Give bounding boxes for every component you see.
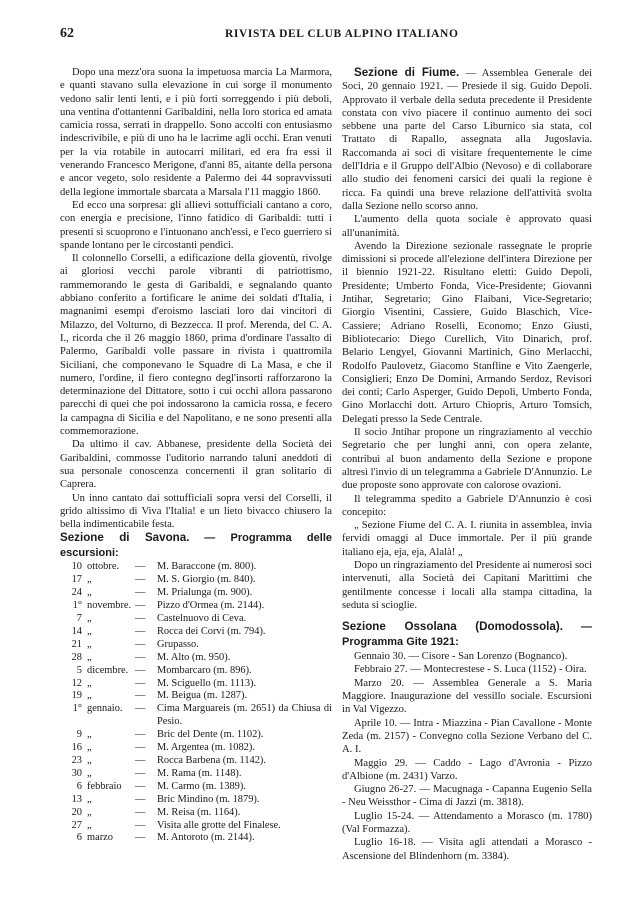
excursion-row [60, 600, 332, 613]
ossolana-subtitle: — Programma Gite 1921: [342, 621, 593, 649]
excursion-day: 6 [76, 780, 82, 792]
excursion-dash: — [135, 806, 146, 818]
excursion-dash: — [135, 574, 146, 586]
excursion-month: „ [87, 754, 92, 766]
trip-item: Marzo 20. — Assemblea Generale a S. Maria Maggiore. Inaugurazione del vessillo sociale. Escursioni in Val Vigezzo. [342, 677, 592, 716]
page-number: 62 [60, 26, 74, 41]
excursion-day: 13 [71, 793, 82, 805]
excursion-dash: — [135, 600, 146, 612]
telegram-quote: „ Sezione Fiume del C. A. I. riunita in assemblea, invia fervidi omaggi al Duce immortale. Per il più grande italiano eja, eja, eja, Alalà! „ [342, 520, 592, 558]
left-column [60, 66, 332, 845]
excursion-day: 21 [71, 638, 82, 650]
excursion-month: ottobre. [87, 561, 120, 573]
excursion-destination: Grupasso. [157, 638, 199, 650]
excursion-month: „ [87, 690, 92, 702]
body-paragraph: Il socio Jntihar propone un ringraziamento al vecchio Segretario che per lunghi anni, con opera zelante, contribuì al buon andamento della Sezione e propone altresì l'invio di un telegramma a Gabriele D'Annunzio. Le due proposte sono approvate con calorose ovazioni. [342, 427, 592, 492]
excursion-destination: Rocca dei Corvi (m. 794). [157, 625, 266, 637]
excursion-dash: — [135, 690, 146, 702]
savona-title: Sezione di Savona. [60, 531, 190, 545]
excursion-row [60, 703, 332, 729]
excursion-day: 30 [71, 767, 82, 779]
excursion-row [60, 729, 332, 742]
excursion-dash: — [135, 677, 146, 689]
excursion-destination: Bric del Dente (m. 1102). [157, 729, 264, 741]
excursion-day: 12 [71, 677, 82, 689]
excursion-month: „ [87, 625, 92, 637]
excursion-row [60, 678, 332, 691]
excursion-destination: Mombarcaro (m. 896). [157, 664, 252, 676]
body-paragraph: Un inno cantato dai sottufficiali sopra versi del Corselli, il grido altissimo di Viva l'Italia! e un lieto bivacco chiusero la bella indimenticabile festa. [60, 492, 332, 531]
excursion-destination: Pizzo d'Ormea (m. 2144). [157, 600, 265, 612]
excursion-row [60, 626, 332, 639]
excursion-day: 10 [71, 561, 82, 573]
excursion-destination: M. S. Giorgio (m. 840). [157, 574, 256, 586]
excursion-row [60, 755, 332, 768]
excursion-month: „ [87, 819, 92, 831]
excursion-day: 14 [71, 625, 82, 637]
excursion-row [60, 781, 332, 794]
excursion-destination: M. Baraccone (m. 800). [157, 561, 257, 573]
excursion-dash: — [135, 587, 146, 599]
excursion-month: „ [87, 651, 92, 663]
body-paragraph: Il colonnello Corselli, a edificazione della gioventù, rivolge ai gloriosi vecchi parole vibranti di patriottismo, rammemorando le gesta di Garibaldi, e segnalando quanto abbiano conferito a fortificare le anime dei soldati d'Italia, i magnanimi esempi d'eroismo lasciati loro dai vincitori di Milazzo, del Volturno, di Bezzecca. Il prof. Merenda, del C. A. I., ricorda che il 26 maggio 1860, prima d'ordinare l'assalto di Palermo, Garibaldi volle passare in rivista i quattromila Siciliani, che componevano le Squadre di La Masa, e che il numero, l'ordine, il fiero contegno degl'insorti rafforzarono la determinazione del Dittatore, sotto i cui occhi allora passarono parecchi di quei che poi indossarono la camicia rossa, e fecero la campagna di Sicilia e del Napolitano, e ne sono presenti alla commemorazione. [60, 253, 332, 438]
excursion-dash: — [135, 742, 146, 754]
fiume-paragraph [342, 66, 592, 213]
excursion-month: „ [87, 742, 92, 754]
excursion-row [60, 613, 332, 626]
excursion-row [60, 652, 332, 665]
excursion-dash: — [135, 754, 146, 766]
excursion-row [60, 690, 332, 703]
excursion-month: marzo [87, 832, 113, 844]
excursion-day: 9 [76, 729, 82, 741]
excursion-dash: — [135, 664, 146, 676]
excursion-month: „ [87, 677, 92, 689]
excursion-day: 23 [71, 754, 82, 766]
excursion-dash: — [135, 780, 146, 792]
excursion-dash: — [135, 613, 146, 625]
excursion-day: 1° [72, 600, 82, 612]
trip-item: Maggio 29. — Caddo - Lago d'Avronia - Pizzo d'Albione (m. 2431) Varzo. [342, 757, 592, 782]
excursion-dash: — [135, 793, 146, 805]
excursion-destination: M. Sciguello (m. 1113). [157, 677, 257, 689]
excursion-month: „ [87, 793, 92, 805]
excursion-day: 16 [71, 742, 82, 754]
excursion-dash: — [135, 625, 146, 637]
excursion-row [60, 561, 332, 574]
trip-item: Giugno 26-27. — Macugnaga - Capanna Eugenio Sella - Neu Weissthor - Cima di Jazzi (m. 3818). [342, 784, 592, 809]
excursion-destination: M. Reisa (m. 1164). [157, 806, 241, 818]
excursion-destination: Castelnuovo di Ceva. [157, 613, 247, 625]
excursion-dash: — [135, 729, 146, 741]
excursion-destination: Cima Marguareis (m. 2651) da Chiusa di Pesio. [157, 703, 332, 728]
excursion-table [60, 561, 332, 845]
trip-list [342, 650, 592, 863]
trip-item: Gennaio 30. — Cisore - San Lorenzo (Bognanco). [354, 651, 568, 663]
ossolana-title: Sezione Ossolana (Domodossola). [342, 620, 563, 634]
excursion-month: „ [87, 638, 92, 650]
excursion-row [60, 807, 332, 820]
excursion-row [60, 665, 332, 678]
excursion-dash: — [135, 832, 146, 844]
trip-item: Febbraio 27. — Montecrestese - S. Luca (1152) - Oira. [354, 664, 587, 676]
excursion-dash: — [135, 651, 146, 663]
excursion-destination: M. Prialunga (m. 900). [157, 587, 253, 599]
excursion-row [60, 742, 332, 755]
excursion-destination: Bric Mindino (m. 1879). [157, 793, 260, 805]
excursion-destination: M. Argentea (m. 1082). [157, 742, 255, 754]
excursion-day: 19 [71, 690, 82, 702]
ossolana-heading [342, 620, 592, 650]
excursion-row [60, 574, 332, 587]
body-paragraph: Dopo una mezz'ora suona la impetuosa marcia La Marmora, e quanti stavano sulla elevazione in cui sorge il monumento vedono salir lenti lenti, e i più forti sorreggendo i più deboli, una ventina d'ottantenni Garibaldini, nella loro storica ed amata camicia rossa, serrati in drappello. Sono accolti con entusiasmo indescrivibile, e più di uno ha le lacrime agli occhi. Eran venuti per la via rotabile in autocarri militari, ed era fra essi il venerando Francesco Merigone, d'anni 85, aitante della persona e ancor vegeto, solo residente a Palermo dei 44 sopravvissuti della legione immortale sbarcata a Marsala l'11 maggio 1860. [60, 67, 332, 198]
trip-item: Luglio 16-18. — Visita agli attendati a Morasco - Ascensione del Blindenhorn (m. 3384). [342, 837, 592, 862]
excursion-month: dicembre. [87, 664, 129, 676]
excursion-month: „ [87, 729, 92, 741]
excursion-destination: M. Carmo (m. 1389). [157, 780, 246, 792]
excursion-month: gennaio. [87, 703, 123, 715]
excursion-month: „ [87, 806, 92, 818]
trip-item: Luglio 15-24. — Attendamento a Morasco (m. 1780) (Val Formazza). [342, 810, 592, 836]
excursion-day: 20 [71, 806, 82, 818]
body-paragraph: Il telegramma spedito a Gabriele D'Annunzio è così concepito: [342, 493, 592, 518]
excursion-row [60, 832, 332, 845]
excursion-destination: Visita alle grotte del Finalese. [157, 819, 281, 831]
excursion-destination: M. Beigua (m. 1287). [157, 690, 248, 702]
excursion-dash: — [135, 561, 146, 573]
excursion-destination: M. Antoroto (m. 2144). [157, 832, 255, 844]
excursion-day: 28 [71, 651, 82, 663]
excursion-month: febbraio [87, 780, 122, 792]
excursion-row [60, 639, 332, 652]
trip-item: Aprile 10. — Intra - Miazzina - Pian Cavallone - Monte Zeda (m. 2157) - Convegno colla Sezione Verbano del C. A. I. [342, 717, 592, 756]
excursion-day: 7 [76, 613, 82, 625]
excursion-day: 1° [72, 703, 82, 715]
excursion-destination: M. Alto (m. 950). [157, 651, 231, 663]
excursion-destination: Rocca Barbena (m. 1142). [157, 754, 266, 766]
fiume-title: Sezione di Fiume. [354, 66, 460, 79]
excursion-row [60, 768, 332, 781]
excursion-day: 6 [76, 832, 82, 844]
running-title: RIVISTA DEL CLUB ALPINO ITALIANO [225, 28, 459, 40]
excursion-row [60, 587, 332, 600]
excursion-month: „ [87, 767, 92, 779]
excursion-month: „ [87, 587, 92, 599]
body-paragraph: Dopo un ringraziamento del Presidente ai numerosi soci intervenuti, alla Società dei Capitani Marittimi che gentilmente concesse i locali alla stampa cittadina, la seduta si scioglie. [342, 559, 593, 611]
excursion-month: „ [87, 574, 92, 586]
page-header [60, 26, 618, 44]
excursion-dash: — [135, 638, 146, 650]
right-column [342, 66, 592, 863]
fiume-heading-text: — Assemblea Generale dei Soci, 20 gennaio 1921. — Presiede il sig. Guido Depoli. Approvato il verbale della seduta precedente il Presidente constata con vivo piacere il continuo aumento dei soci sebbene una parte del Carso Liburnico sia stata, col Trattato di Rapallo, assegnata alla Jugoslavia. Raccomanda ai soci di visitare frequentemente le cime dell'Idria e il Gruppo dell'Albio (Nevoso) e di collaborare allo studio dei fenomeni carsici dei quali la regione è ricca. Fa quindi una breve relazione dell'attività svolta dalla Sezione nello scorso anno. [342, 68, 593, 212]
excursion-month: „ [87, 613, 92, 625]
excursion-dash: — [135, 767, 146, 779]
excursion-day: 24 [71, 587, 82, 599]
excursion-destination: M. Rama (m. 1148). [157, 767, 242, 779]
body-paragraph: L'aumento della quota sociale è approvato quasi all'unanimità. [342, 214, 592, 239]
body-paragraph: Avendo la Direzione sezionale rassegnate le proprie dimissioni si procede all'elezione dell'intera Direzione per il biennio 1921-22. Risultano eletti: Guido Depoli, Presidente; Umberto Fonda, Vice-Presidente; Giovanni Jntihar, Segretario; Gino Flaibani, Vice-Segretario; Giorgio Visentini, Cassiere, Guido Blaschich, Vice-Cassiere; Adriano Roselli, Economo; Enzo Giusti, Bibliotecario: Diego Curellich, Vito Dinarich, prof. Belario Lengyel, Giovanni Martinich, Gino Merlacchi, Rodolfo Paulovetz, Giacomo Stanfline e Vito Zaengerle, Consiglieri; Enzo De Domini, Armando Serdoz, Revisori dei conti; Carlo Asperger, Guido Depoli, Umberto Fonda, Gino Morlacchi dott. Arturo Chiopris, Arturo Tomsich, Delegati presso la Sede Centrale. [342, 240, 592, 425]
excursion-day: 5 [76, 664, 82, 676]
excursion-month: novembre. [87, 600, 132, 612]
excursion-dash: — [135, 819, 146, 831]
body-paragraph: Ed ecco una sorpresa: gli allievi sottufficiali cantano a coro, con energia e precisione, l'inno fatidico di Garibaldi: tutti i presenti si scuoprono e l'intuonano anch'essi, e l'eco guerriero si spande lontano per le circostanti pendici. [60, 199, 332, 251]
excursion-dash: — [135, 703, 146, 715]
excursion-day: 17 [71, 574, 82, 586]
savona-heading [60, 531, 332, 561]
savona-subtitle: — Programma delle escursioni: [60, 532, 332, 560]
excursion-row [60, 794, 332, 807]
excursion-row [60, 820, 332, 833]
body-paragraph: Da ultimo il cav. Abbanese, presidente della Società dei Garibaldini, commosse l'uditorio narrando taluni aneddoti di sua personale conoscenza concernenti il gran solitario di Caprera. [60, 439, 332, 491]
excursion-day: 27 [71, 819, 82, 831]
